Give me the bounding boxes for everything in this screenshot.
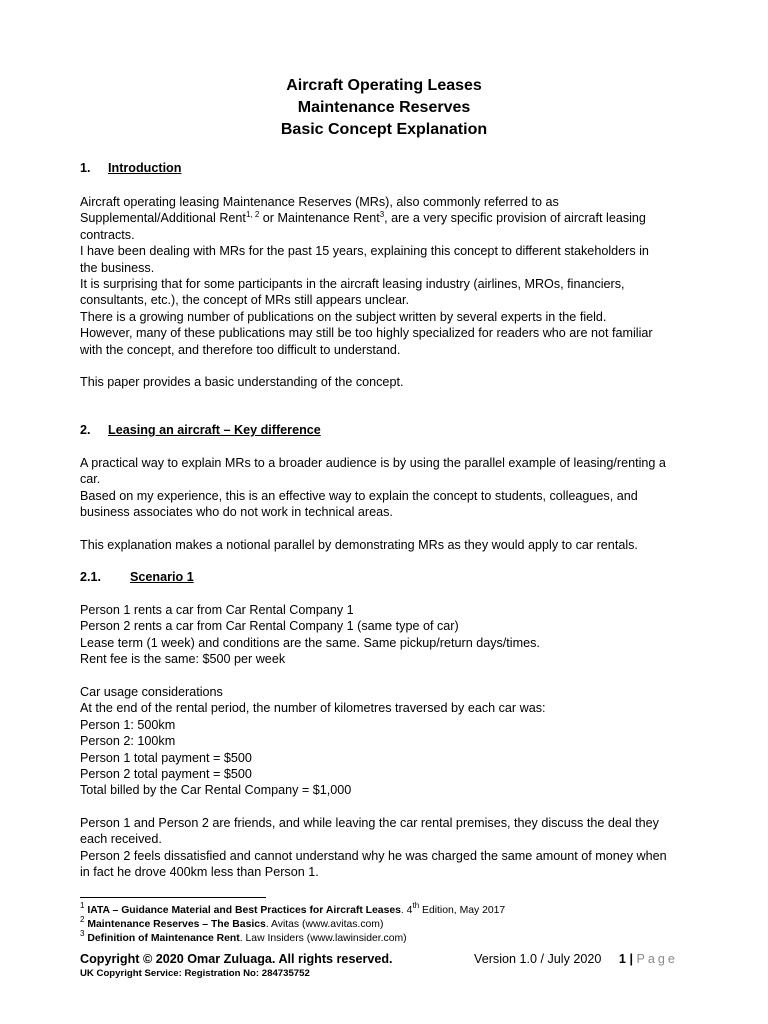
section-1-body — [80, 194, 695, 358]
text-line: contracts. — [80, 227, 135, 242]
text-line: Person 1 rents a car from Car Rental Company 1 — [80, 603, 354, 617]
text-line: Based on my experience, this is an effective way to explain the concept to students, colleagues, and — [80, 488, 638, 503]
section-number: 2. — [80, 423, 91, 437]
section-1-heading — [80, 161, 181, 175]
footnote-source: Maintenance Reserves – The Basics — [87, 919, 266, 930]
text-line: Person 1 total payment = $500 — [80, 750, 252, 765]
text-line: This paper provides a basic understanding of the concept. — [80, 375, 404, 389]
section-1-summary — [80, 374, 695, 390]
text-line: There is a growing number of publications on the subject written by several experts in the field. — [80, 309, 607, 324]
section-2-note — [80, 537, 695, 553]
text-line: the business. — [80, 260, 155, 275]
text-line: Person 2 total payment = $500 — [80, 767, 252, 782]
footnote-number: 3 — [80, 929, 85, 938]
text-line: consultants, etc.), the concept of MRs still appears unclear. — [80, 293, 409, 308]
section-number: 2.1. — [80, 570, 102, 584]
section-2-body — [80, 455, 695, 521]
text-line: Person 2 feels dissatisfied and cannot understand why he was charged the same amount of money when — [80, 848, 667, 863]
text-line: business associates who do not work in technical areas. — [80, 505, 393, 520]
text-line: This explanation makes a notional parallel by demonstrating MRs as they would apply to car rentals. — [80, 538, 638, 552]
text-line: However, many of these publications may still be too highly specialized for readers who are not familiar — [80, 326, 653, 341]
doc-title-line-3: Basic Concept Explanation — [280, 121, 488, 138]
section-number: 1. — [80, 161, 91, 175]
page-separator: | — [629, 952, 633, 966]
scenario-1-discussion — [80, 815, 695, 881]
text-line: Total billed by the Car Rental Company = $1,000 — [80, 783, 352, 798]
text-line: car. — [80, 472, 101, 487]
scenario-1-rental-terms — [80, 602, 695, 668]
version-label: Version 1.0 / July 2020 — [474, 952, 602, 966]
text-run: Edition, May 2017 — [419, 905, 506, 916]
page-word: Page — [636, 952, 678, 966]
text-run: or Maintenance Rent — [259, 211, 380, 226]
footer-registration: UK Copyright Service: Registration No: 284735752 — [80, 968, 310, 979]
section-title: Leasing an aircraft – Key difference — [108, 423, 321, 437]
footnote-ref: 3 — [379, 210, 385, 220]
scenario-1-usage — [80, 684, 695, 799]
text-line — [80, 210, 695, 226]
section-title: Introduction — [108, 161, 182, 175]
footnote-number: 1 — [80, 901, 85, 910]
section-title: Scenario 1 — [130, 570, 194, 584]
page-number: 1 — [618, 952, 626, 966]
text-run: . 4 — [400, 905, 413, 916]
text-line: Person 1: 500km — [80, 717, 176, 732]
text-line: Car usage considerations — [80, 685, 223, 699]
footnote-number: 2 — [80, 915, 85, 924]
footer-copyright: Copyright © 2020 Omar Zuluaga. All rights reserved. — [80, 952, 393, 966]
text-line: Rent fee is the same: $500 per week — [80, 652, 286, 667]
text-line: in fact he drove 400km less than Person 1. — [80, 865, 319, 880]
footnote-3 — [80, 929, 407, 946]
text-line: Person 1 and Person 2 are friends, and while leaving the car rental premises, they discuss the deal they — [80, 816, 659, 830]
footnote-separator — [80, 897, 266, 898]
section-2-1-heading — [80, 570, 194, 584]
footnote-2 — [80, 915, 384, 932]
ordinal-suffix: th — [412, 901, 420, 910]
footnote-1 — [80, 901, 506, 918]
text-line: At the end of the rental period, the number of kilometres traversed by each car was: — [80, 701, 546, 716]
text-line: It is surprising that for some participants in the aircraft leasing industry (airlines, MROs, financiers, — [80, 277, 625, 292]
text-line: Aircraft operating leasing Maintenance Reserves (MRs), also commonly referred to as — [80, 195, 559, 209]
text-line: A practical way to explain MRs to a broader audience is by using the parallel example of leasing/renting a — [80, 456, 666, 470]
text-run: . Avitas (www.avitas.com) — [265, 919, 384, 930]
text-run: Supplemental/Additional Rent — [80, 211, 246, 226]
footer-version-page — [474, 952, 678, 966]
text-line: with the concept, and therefore too difficult to understand. — [80, 342, 401, 357]
doc-title-line-2: Maintenance Reserves — [297, 99, 471, 116]
section-2-heading — [80, 423, 321, 437]
text-run: . Law Insiders (www.lawinsider.com) — [239, 933, 407, 944]
text-run: , are a very specific provision of aircraft leasing — [384, 211, 646, 226]
text-line: I have been dealing with MRs for the past 15 years, explaining this concept to different stakeholders in — [80, 244, 649, 259]
text-line: Person 2 rents a car from Car Rental Company 1 (same type of car) — [80, 619, 459, 634]
text-line: Person 2: 100km — [80, 734, 176, 749]
text-line: Lease term (1 week) and conditions are the same. Same pickup/return days/times. — [80, 635, 540, 650]
footnote-ref: 1, 2 — [245, 210, 260, 220]
footnote-source: Definition of Maintenance Rent — [87, 933, 240, 944]
doc-title-line-1: Aircraft Operating Leases — [286, 77, 482, 94]
footnote-source: IATA – Guidance Material and Best Practices for Aircraft Leases — [87, 905, 401, 916]
text-line: each received. — [80, 832, 162, 847]
